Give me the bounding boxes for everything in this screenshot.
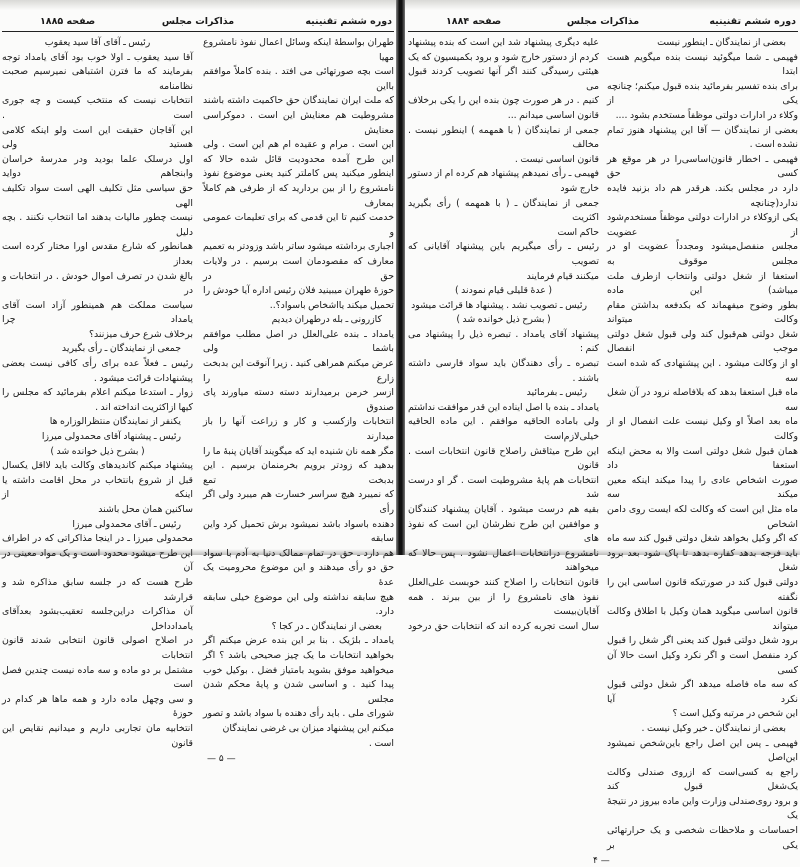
text-line: سال است تجربه کرده اند که انتخابات حق درخود — [408, 620, 599, 632]
text-line: میکنم این پیشنهاد میزان بی غرضی نمایندگان است . — [222, 722, 394, 749]
text-line: آن مذاکرات دراین‌جلسه تعقیب‌بشود بعدآقای یامدادداخل — [2, 606, 193, 632]
text-line: هم دارد ـ حق در تمام ممالک دنیا به آدم با سواد — [203, 547, 394, 559]
text-line: و سی وچهل ماده دارد و همه ماها هر کدام در حوزهٔ — [2, 693, 193, 720]
text-line: میخواهید موفق بشوید بامتیاز فضل . بوکیل خوب — [203, 664, 394, 676]
text-line: سیاست مملکت هم همینطور آزاد است آقای یامداد چرا — [2, 299, 193, 326]
text-line: برود شغل دولتی قبول کند یعنی اگر شغل را قبول — [607, 635, 798, 647]
header-title: مذاکرات مجلس — [161, 16, 235, 27]
text-line: مگر همه نان شنیده اید که میگویند آقایان پنبهٔ ما را — [203, 445, 394, 457]
text-line: مشروطیت هم معنایش این است . دموکراسی معنایش — [203, 109, 394, 136]
text-line: رئیس ـ آقای آقا سید یعقوب — [44, 37, 151, 48]
text-line: بدهید که زودتر برویم بخرمنمان برسیم . این بدبخت تمع — [203, 460, 394, 486]
text-line: ( بشرح ذیل خوانده شد ) — [456, 314, 551, 326]
text-line: زوار ـ استدعا میکنم اعلام بفرمائید که مجلس را — [2, 387, 193, 399]
text-line: انتخابات هم پایهٔ مشروطیت است . گر او درست شد — [408, 474, 599, 501]
text-line: نفوذ های نامشروع را از بین ببرند . همه آقایان‌بیست — [408, 591, 599, 618]
text-line: رئیس ـ تصویب نشد . پیشنهاد ها قرائت میشود — [411, 299, 587, 311]
text-line: پیشنهاد آقای یامداد . تبصره ذیل را پیشنهاد می — [408, 328, 599, 340]
text-line: کردم از دستور خارج شود و برود بکمیسیون که یک — [408, 51, 599, 63]
text-line: طهران بواسطهٔ اینکه وسائل اعمال نفوذ نامشروع مهیا — [203, 37, 394, 63]
text-line: بطور وضوح میفهماند که بکدفعه بداشتن مقام وکالت میتواند — [607, 299, 798, 326]
text-line: جمعی از نمایندگان ـ رأی بگیرید — [61, 343, 181, 355]
text-line: قانون انتخابات را اصلاح کنند خوبست علی‌العلل — [408, 576, 599, 588]
page-right — [408, 0, 798, 866]
text-line: رئیس ـ فعلاً عده برای رأی کافی نیست بعضی — [2, 358, 193, 370]
text-line: این شخص در مرتبه وکیل است ؟ — [672, 708, 798, 720]
text-line: بعضی از نمایندگان — آقا این پیشنهاد هنوز تمام — [607, 124, 798, 136]
text-column-right — [607, 36, 798, 853]
text-line: صورت اشخاص عادی را پیدا میکند اینکه معین میکند سه — [607, 474, 798, 501]
text-line: این آقاجان حقیقت این است ولو اینکه کلامی هستید ولی — [2, 124, 193, 151]
text-line: فهیمی ـ پس این اصل راجع باین‌شخص نمیشود این‌اصل — [607, 737, 798, 764]
text-line: نشده است . — [749, 139, 798, 151]
text-line: علیه دیگری پیشنهاد شد این است که بنده پیشنهاد — [408, 37, 599, 48]
text-line: رئیس ـ پیشنهاد آقای محمدولی میرزا — [41, 431, 181, 443]
text-line: دولتی قبول کند در صورتیکه قانون اساسی این را نگفته — [607, 576, 798, 603]
text-line: شغل دولتی هم‌قبول کند ولی قبول شغل دولتی موجب انفصال — [607, 328, 798, 355]
text-line: رئیس ـ آقای محمدولی میرزا — [72, 518, 181, 530]
text-line: کنم : — [579, 343, 599, 355]
text-line: قانون اساسی میدانم ... — [507, 109, 599, 121]
text-line: بعضی از نمایندگان ـ در کجا ؟ — [271, 620, 382, 632]
text-line: قبل از شروع بانتخاب در محل اقامت داشته یا اینکه از — [2, 474, 193, 501]
text-line: پیشنهاد میکنم کاندیدهای وکالت باید لااقل یکسال — [2, 460, 193, 472]
text-column-left — [408, 36, 599, 634]
footer-page-number: — ۵ — — [207, 754, 236, 764]
text-line: اول درسلک علما بودید ودر مدرسهٔ خراسان وابنجاهم دواید — [2, 153, 193, 180]
text-line: یامداد ـ بنده با اصل ایناده این قدر موافقت نداشتم — [408, 401, 599, 413]
text-line: در اصلاح اصولی قانون انتخابی شدند قانون انتخابات — [2, 635, 193, 661]
text-line: ساکنین همان محل باشند — [98, 504, 193, 515]
header-period: دوره ششم تقنینیه — [709, 16, 796, 27]
text-line: آقا سید یعقوب ـ اولا خوب بود آقای یامداد توجه — [2, 51, 193, 63]
text-line: خدمت کنیم تا این قدمی که برای تعلیمات عمومی و — [203, 212, 394, 238]
text-line: فهیمی ـ رأی نمیدهم پیشنهاد هم کرده ام از دستور — [408, 168, 599, 180]
text-line: خارج شود — [560, 182, 599, 194]
book-spine — [396, 0, 405, 555]
text-line: ولی باماده الحاقیه موافقم . این ماده الحاقیه خیلی‌لازم‌است — [408, 416, 599, 443]
text-line: یکی ازوکلاء در ادارات دولتی موظفاً مستخدم‌شود از عضویت — [607, 212, 798, 238]
text-line: ( عدهٔ قلیلی قیام نمودند ) — [454, 285, 553, 297]
text-line: که ملت ایران نمایندگان حق حاکمیت داشته باشند — [203, 95, 394, 107]
text-line: جمعی از نمایندگان ـ ( با همهمه ) رأی بگیرید اکثریت — [408, 197, 599, 224]
header-period: دوره ششم تقنینیه — [305, 16, 392, 27]
text-line: یامداد ـ بلژیک . بنا بر این بنده عرض میکنم اگر — [203, 635, 394, 647]
page-left — [2, 0, 394, 764]
text-line: همان قبول شغل دولتی است والا به محض اینکه استعفا داد — [607, 445, 798, 472]
text-line: اینطور میکنید پس کاملتر کنید یعنی موضوع نفوذ — [203, 168, 394, 180]
text-line: ماه مثل این است که وکالت لکه ایست روی دامن اشخاص — [607, 504, 798, 530]
text-line: پیدا کنید . و اساسی شدن و پایهٔ محکم شدن مجلس — [203, 679, 394, 705]
text-line: کنیم . در هر صورت چون بنده این را یکی برخلاف — [408, 95, 599, 107]
text-line: رئیس ـ بفرمائید — [526, 387, 587, 399]
text-line: بالغ شدن در تصرف اموال خودش . در انتخابات و در — [2, 270, 193, 297]
text-line: کازرونی ـ بله درطهران دیدیم — [271, 314, 382, 326]
text-line: اجباری برداشته میشود ساتر باشد وزودتر به تعمیم — [203, 241, 394, 253]
text-line: استعفا از شغل دولتی وانتخاب ازطرف ملت میباشد) این ماده — [607, 270, 798, 297]
text-line: مجلس منفصل‌میشود ومجدداً عضویت او در مجلس موقوف به — [607, 241, 798, 267]
text-line: کیها ازاکثریت انداخته اند . — [95, 401, 193, 413]
page-header — [408, 14, 798, 32]
text-line: انتخابیه مان تجاربی داریم و میدانیم نقایص این قانون — [2, 722, 193, 749]
footer-page-number: — ۴ — [593, 856, 610, 866]
text-line: پیشنهادات قرائت میشود . — [93, 372, 193, 384]
text-line: هیئتی رسیدگی کنند اگر آنها تصویب کردند قبول می — [408, 66, 599, 92]
text-line: احساسات و ملاحظات شخصی و یک حرارتهائی یکی بر — [607, 825, 798, 851]
text-line: معارف که مقصودمان است برسیم . در ولایات حق در — [203, 255, 394, 282]
text-line: ازسر خرمن برمیدارند دسته دسته میاورند پای صندوق — [203, 387, 394, 413]
text-line: هیچ سابقه نداشته ولی این موضوع خیلی سابقه دارد. — [203, 591, 394, 618]
page-header — [2, 14, 394, 32]
text-line: فهیمی ـ شما میگوئید نیست بنده میگویم هست ابتدا — [607, 51, 798, 78]
text-line: تبصره ـ رأی دهندگان باید سواد فارسی داشته — [408, 358, 599, 370]
text-line: بقیه هم درست میشود . آقایان پیشنهاد کنندگان — [408, 504, 599, 515]
text-line: او از وکالت میشود . این پیشنهادی که شده است سه — [607, 358, 798, 384]
text-line: یکنفر از نمایندگان منتظرالوزاره ها — [49, 416, 181, 428]
text-line: قانون اساسی میگوید همان وکیل با اطلاق وکالت میتواند — [607, 606, 798, 632]
text-line: وکلاء در ادارات دولتی موظفاً مستخدم بشود .... — [615, 109, 798, 121]
text-line: قانون اساسی نیست . — [514, 153, 599, 165]
text-line: راجع به کسی‌است که ازروی صندلی وکالت یک‌شغل قبول کند — [607, 766, 798, 793]
text-line: این طرح میثاقش راصلاح قانون انتخابات است . قانون — [408, 445, 599, 472]
header-page-number: صفحه ۱۸۸۴ — [446, 16, 502, 27]
text-line: بعضی از نمایندگان ـ اینطور نیست — [657, 37, 786, 48]
text-line: عرض میکنم همراهی کنید . زیرا آنوقت این بدبخت زارع را — [203, 358, 394, 384]
text-line: برای بنده تفسیر بفرمائید بنده قبول میکنم؛ چنانچه یکی از — [607, 80, 798, 107]
text-line: میکنند قیام فرمایند — [526, 270, 599, 282]
text-line: کرد منفصل است و اگر نکرد وکیل است حالا آن کسی — [607, 649, 798, 676]
text-line: جمعی از نمایندگان ( با همهمه ) اینطور نیست . مخالف — [408, 124, 599, 151]
text-column-right — [203, 36, 394, 751]
text-line: برخلاف شرع حرف میزنند؟ — [89, 328, 193, 340]
text-line: دهنده باسواد باشد نمیشود برش تحمیل کرد واین سابقه — [203, 518, 394, 545]
text-line: انتخابات نیست که منتخب کیست و چه جوری است . — [2, 95, 193, 121]
text-line: حق دو رأی میدهند و این موضوع محرومیت یک عدهٔ — [203, 562, 394, 588]
text-line: و موافقین این طرح نظرشان این است که نفوذ های — [408, 518, 599, 545]
text-line: حق سیاسی مثل تکلیف الهی است سواد تکلیف الهی — [2, 182, 193, 209]
text-line: نامشروع درانتخابات اعمال نشود . پس حالا که میخواهند — [408, 547, 599, 574]
text-line: رئیس ـ رأی میگیریم باین پیشنهاد آقایانی که تصویب — [408, 241, 599, 267]
text-line: همانطور که شارع مقدس اورا مختار کرده است بعداز — [2, 241, 193, 267]
header-title: مذاکرات مجلس — [566, 16, 640, 27]
text-line: ماه بعد اصلاً او وکیل نیست علت انفصال او از وکالت — [607, 416, 798, 443]
text-line: است بچه صورتهائی می افتد . بنده کاملاً موافقم بااین — [203, 66, 394, 92]
text-line: شورای ملی . باید رأی دهنده با سواد باشد و تصور — [203, 708, 394, 720]
text-line: ماه قبل استعفا بدهد که بلافاصله نرود در آن شغل سه — [607, 387, 798, 413]
text-line: مشتمل بر دو ماده و سه ماده نیست چندین فصل است — [2, 664, 193, 691]
text-line: بفرمایند که ما فترن اشتباهی نمیرسیم صحبت نظامنامه — [2, 66, 193, 92]
text-line: باید فرجه بدهد کفاره بدهد تا پاک شود بعد برود شغل — [607, 547, 798, 574]
text-line: محمدولی میرزا ـ در اینجا مذاکراتی که در اطراف — [2, 533, 193, 545]
text-line: که سه ماه فاصله میدهد اگر شغل دولتی قبول نکرد آیا — [607, 679, 798, 705]
text-line: این طرح آمده محدودیت قائل شده حالا که — [203, 153, 394, 165]
text-line: که اگر وکیل بخواهد شغل دولتی قبول کند سه ماه — [607, 533, 798, 545]
text-line: طرح هست که در جلسه سابق مذاکره شد و قرارشد — [2, 576, 193, 603]
text-line: نیست چطور مالیات بدهند اما انتخاب نکنند . بچه دلیل — [2, 212, 193, 238]
text-line: باشند . — [572, 372, 599, 384]
text-line: ( بشرح ذیل خوانده شد ) — [50, 445, 145, 457]
text-line: بعضی از نمایندگان ـ خیر وکیل نیست . — [641, 722, 786, 734]
text-line: نامشروع را از بین بردارید که از طرفی هم کاملاً بمعارف — [203, 182, 394, 209]
text-line: بخواهید انتخابات ما یک چیز صحیحی باشد ؟ اگر — [203, 649, 394, 661]
text-line: تحمیل میکند یااشخاص باسواد؟.. — [269, 299, 394, 311]
text-line: حاکم است — [557, 226, 599, 238]
text-line: فهیمی ـ اخطار قانون‌اساسی‌را در هر موقع هر کسی حق — [607, 153, 798, 180]
header-page-number: صفحه ۱۸۸۵ — [40, 16, 96, 27]
text-column-left — [2, 36, 193, 751]
text-line: دارد در مجلس بکند. هرقدر هم داد بزنید فایده ندارد(چنانچه — [607, 182, 798, 209]
text-line: حوزهٔ طهران میبینید فلان رئیس اداره آیا خودش را — [203, 285, 394, 297]
text-line: که نمیبرد هیچ سراسر خسارت هم میبرد ولی اگر رأی — [203, 489, 394, 515]
text-line: این است . مرام و عقیده ام هم این است . ولی — [203, 139, 394, 151]
text-line: انتخابات وازکسب و کار و زراعت آنها را باز میدارند — [203, 416, 394, 443]
text-line: این طرح میشود محدود است و یک مواد معینی در آن — [2, 547, 193, 574]
text-line: و برود روی‌صندلی وزارت واین ماده بیروز در نتیجهٔ یک — [607, 795, 798, 822]
text-line: یامداد ـ بنده علی‌العلل در اصل مطلب موافقم باشما ولی — [203, 328, 394, 355]
